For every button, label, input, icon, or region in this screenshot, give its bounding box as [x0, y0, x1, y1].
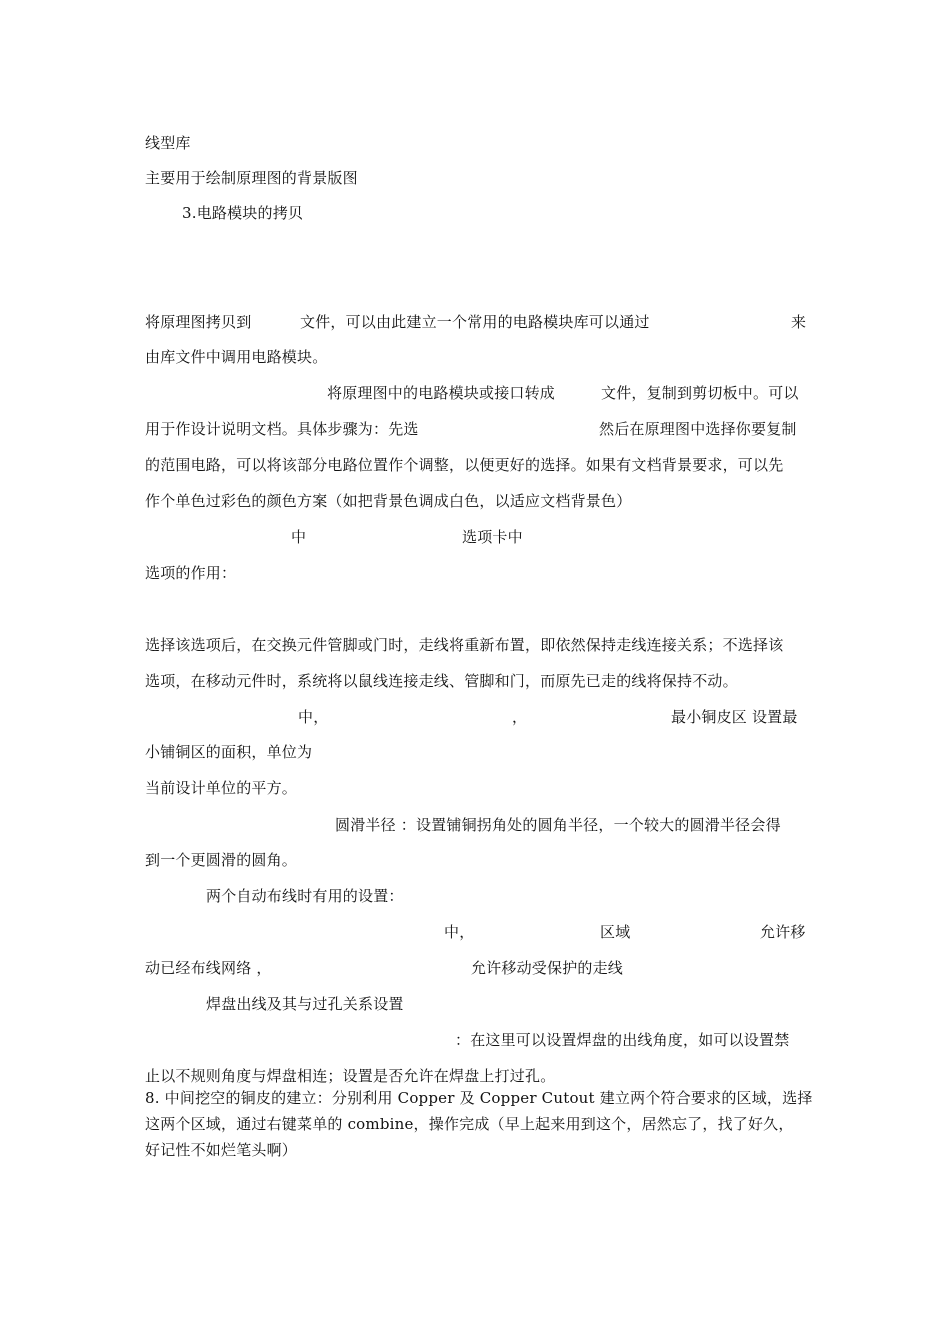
- text-segment-tab-a: 中: [291, 528, 307, 546]
- text-segment-copy-a: 将原理图拷贝到: [145, 313, 252, 331]
- text-line-wire-library: 线型库: [145, 134, 191, 152]
- text-line-background-usage: 主要用于绘制原理图的背景版图: [145, 169, 358, 187]
- text-segment-min-copper-a: 中，: [298, 708, 329, 726]
- text-segment-route-c: 允许移: [760, 923, 806, 941]
- text-line-library-call: 由库文件中调用电路模块。: [145, 348, 328, 366]
- text-line-pad-vias: 止以不规则角度与焊盘相连；设置是否允许在焊盘上打过孔。: [145, 1067, 556, 1085]
- text-segment-route-b: 区域: [600, 923, 631, 941]
- text-line-combine: 这两个区域，通过右键菜单的 combine，操作完成（早上起来用到这个，居然忘了，找了好久，: [145, 1115, 794, 1133]
- text-segment-tab-b: 选项卡中: [462, 528, 523, 546]
- text-line-color-scheme: 作个单色过彩色的颜色方案（如把背景色调成白色，以适应文档背景色）: [145, 492, 632, 510]
- text-segment-route-a: 中，: [444, 923, 475, 941]
- section-heading-circuit-copy: 3.电路模块的拷贝: [182, 204, 304, 222]
- text-line-move-routing: 选项，在移动元件时，系统将以鼠线连接走线、管脚和门，而原先已走的线将保持不动。: [145, 672, 738, 690]
- text-line-auto-route-settings: 两个自动布线时有用的设置：: [206, 887, 404, 905]
- text-segment-convert-a: 将原理图中的电路模块或接口转成: [327, 384, 556, 402]
- text-line-pad-angle: ：在这里可以设置焊盘的出线角度，如可以设置禁: [455, 1031, 790, 1049]
- text-line-range-circuit: 的范围电路，可以将该部分电路位置作个调整，以便更好的选择。如果有文档背景要求，可以先: [145, 456, 784, 474]
- text-segment-min-copper-b: ，: [512, 708, 528, 726]
- text-line-swap-routing: 选择该选项后，在交换元件管脚或门时，走线将重新布置，即依然保持走线连接关系；不选择该: [145, 636, 784, 654]
- text-line-memory-note: 好记性不如烂笔头啊）: [145, 1141, 298, 1159]
- text-segment-copy-b: 文件，可以由此建立一个常用的电路模块库可以通过: [300, 313, 650, 331]
- text-segment-smooth-radius: 圆滑半径 ：设置铺铜拐角处的圆角半径，一个较大的圆滑半径会得: [335, 816, 781, 834]
- text-line-doc-steps-b: 然后在原理图中选择你要复制: [599, 420, 797, 438]
- text-line-option-function: 选项的作用：: [145, 564, 237, 582]
- text-segment-convert-b: 文件，复制到剪切板中。可以: [601, 384, 799, 402]
- text-line-hollow-copper: 8. 中间挖空的铜皮的建立：分别利用 Copper 及 Copper Cutout 建立两个符合要求的区域，选择: [145, 1089, 813, 1107]
- text-line-unit-square: 当前设计单位的平方。: [145, 779, 298, 797]
- text-line-routed-nets: 动已经布线网络 ，: [145, 959, 272, 977]
- text-line-protected-traces: 允许移动受保护的走线: [471, 959, 624, 977]
- text-segment-copy-c: 来: [791, 313, 807, 331]
- text-line-pad-via-settings: 焊盘出线及其与过孔关系设置: [206, 995, 404, 1013]
- text-segment-min-copper-c: 最小铜皮区 设置最: [671, 708, 798, 726]
- text-line-smooth-corner: 到一个更圆滑的圆角。: [145, 851, 298, 869]
- text-line-copper-area: 小铺铜区的面积，单位为: [145, 743, 313, 761]
- text-line-doc-steps-a: 用于作设计说明文档。具体步骤为：先选: [145, 420, 419, 438]
